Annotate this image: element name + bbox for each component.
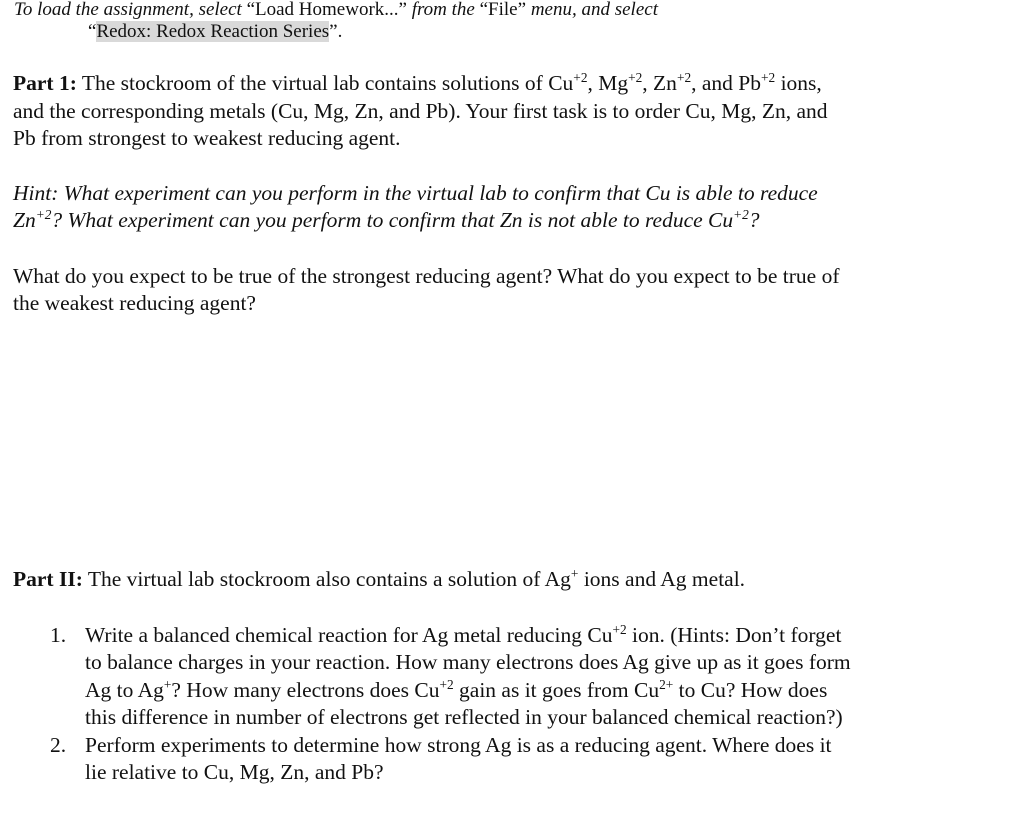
intro-text-e: menu, and select [526,0,658,20]
intro-quote-open: “ [88,21,97,42]
item1-l3-d: to Cu? How does [673,678,828,702]
part1-line-1 [13,69,822,95]
hint-cu-charge: +2 [733,206,749,222]
list-number-2: 2. [50,733,67,757]
hint-zn-charge: +2 [35,206,52,222]
item1-cu-charge: +2 [612,621,627,637]
part2-text-a: The virtual lab stockroom also contains a solution of Ag [82,567,571,591]
assignment-name: Redox: Redox Reaction Series [96,21,330,42]
mg-symbol: Mg [598,71,629,95]
ions-word: ions, [775,71,822,95]
list-number-1: 1. [50,623,67,647]
hint-line-2 [13,206,760,232]
part2-line-1 [13,565,746,591]
mg-charge: +2 [628,69,643,85]
item1-text-b: ion. (Hints: Don’t forget [626,623,842,647]
intro-load-homework: “Load Homework...” [246,0,407,20]
zn-charge: +2 [676,69,692,85]
pb-charge: +2 [761,69,776,85]
hint-end: ? [748,208,760,232]
item2-line-1: Perform experiments to determine how strong Ag is as a reducing agent. Where does it [85,733,832,757]
and-pb: , and Pb [691,71,761,95]
item1-l3-c: gain as it goes from Cu [453,678,660,702]
part1-label: Part 1: [13,71,77,95]
zn-symbol: Zn [653,71,677,95]
intro-file: “File” [479,0,527,20]
hint-zn: Zn [13,208,36,232]
question-line-1: What do you expect to be true of the strongest reducing agent? What do you expect to be true of [13,264,840,288]
intro-text-a: To load the assignment, select [14,0,247,20]
item1-text-a: Write a balanced chemical reaction for Ag metal reducing Cu [85,623,613,647]
intro-quote-close: ”. [329,21,343,42]
item2-line-2: lie relative to Cu, Mg, Zn, and Pb? [85,760,384,784]
cu-charge: +2 [573,69,588,85]
part1-text-a: The stockroom of the virtual lab contains solutions of Cu [76,71,574,95]
intro-line-1 [14,0,658,19]
item1-line-1 [85,621,842,647]
item1-cu-2plus: 2+ [659,676,674,692]
item1-line-3 [85,676,828,702]
item1-line-4: this difference in number of electrons get reflected in your balanced chemical reaction?) [85,705,843,729]
item1-cu-charge-2: +2 [439,676,454,692]
intro-text-c: from the [406,0,480,20]
hint-line-1: Hint: What experiment can you perform in the virtual lab to confirm that Cu is able to reduce [13,181,818,205]
item1-ag-charge: + [163,676,172,692]
intro-line-2 [88,22,342,41]
ag-charge: + [570,565,579,581]
part2-label: Part II: [13,567,83,591]
sep-1: , [587,71,599,95]
item1-l3-b: ? How many electrons does Cu [171,678,440,702]
question-line-2: the weakest reducing agent? [13,291,256,315]
part1-line-2: and the corresponding metals (Cu, Mg, Zn, and Pb). Your first task is to order Cu, Mg, Zn, and [13,99,828,123]
part2-text-b: ions and Ag metal. [578,567,746,591]
sep-2: , [642,71,654,95]
part1-line-3: Pb from strongest to weakest reducing agent. [13,126,401,150]
item1-line-2: to balance charges in your reaction. How many electrons does Ag give up as it goes form [85,650,851,674]
item1-l3-a: Ag to Ag [85,678,164,702]
hint-text-b: ? What experiment can you perform to confirm that Zn is not able to reduce Cu [51,208,734,232]
